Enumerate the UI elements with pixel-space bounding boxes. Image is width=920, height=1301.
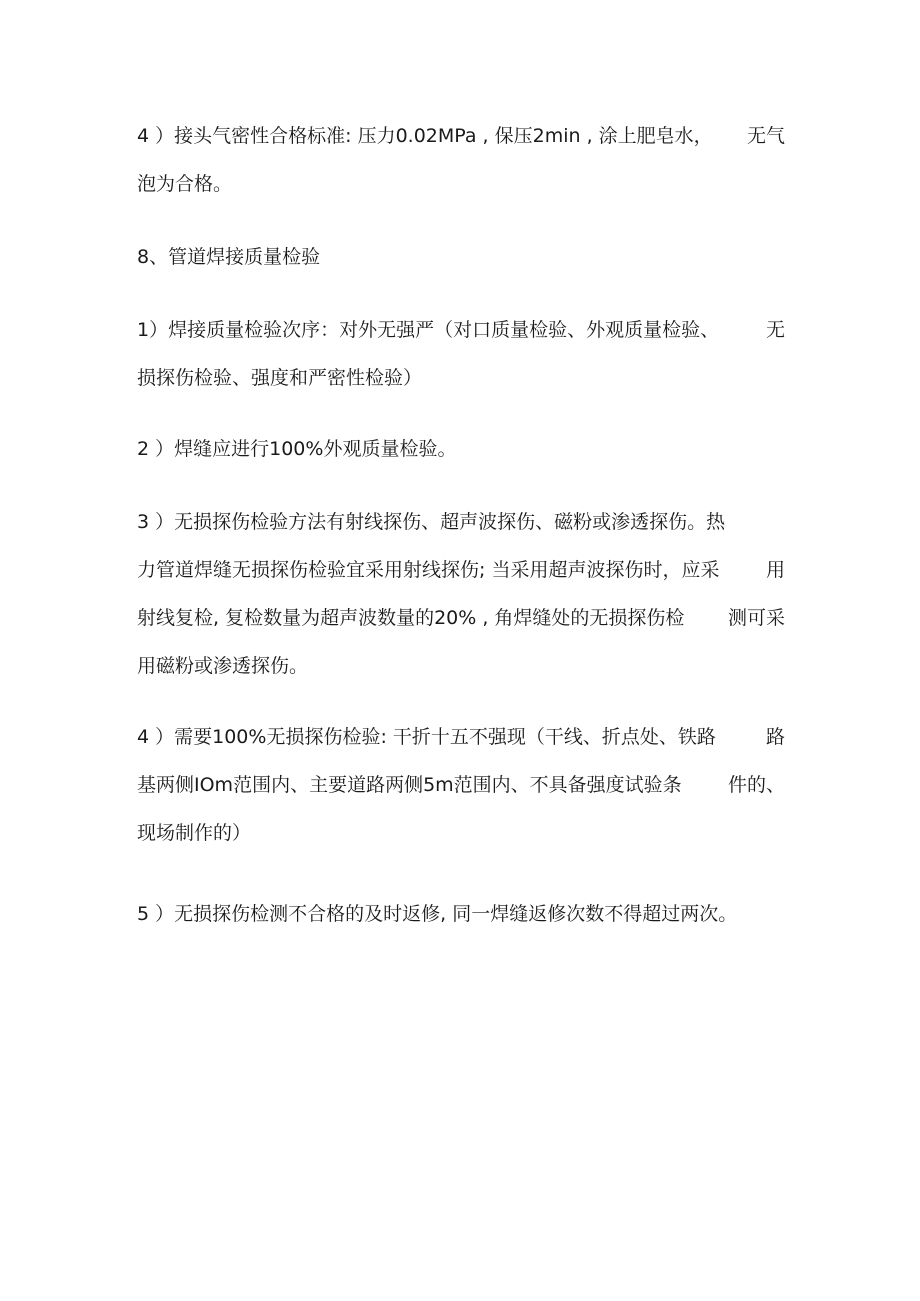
- text-segment: 力管道焊缝无损探伤检验宜采用射线探伤; 当采用超声波探伤时，应采: [137, 559, 720, 581]
- text-line: 2 ）焊缝应进行100%外观质量检验。: [137, 438, 457, 460]
- text-segment: 1）焊接质量检验次序：对外无强严（对口质量检验、外观质量检验、: [137, 319, 720, 341]
- text-line: [137, 112, 785, 160]
- text-segment: 路: [765, 726, 785, 748]
- text-line: 现场制作的）: [137, 822, 252, 844]
- paragraph-joint-airtightness: [137, 112, 797, 208]
- text-line: 损探伤检验、强度和严密性检验）: [137, 367, 423, 389]
- text-segment: 无: [765, 319, 785, 341]
- paragraph-ndt-methods: [137, 498, 797, 690]
- text-segment: 无气: [746, 125, 785, 147]
- text-segment: 4 ）需要100%无损探伤检验: 干折十五不强现（干线、折点处、铁路: [137, 726, 716, 748]
- text-segment: 用: [765, 559, 785, 581]
- text-line: 3 ）无损探伤检验方法有射线探伤、超声波探伤、磁粉或渗透探伤。热: [137, 511, 726, 533]
- text-segment: 基两侧IOm范围内、主要道路两侧5m范围内、不具备强度试验条: [137, 774, 682, 796]
- text-segment: 4 ）接头气密性合格标准: 压力0.02MPa , 保压2min , 涂上肥皂水，: [137, 125, 713, 147]
- text-line: 用磁粉或渗透探伤。: [137, 655, 309, 677]
- text-segment: 测可采: [727, 607, 785, 629]
- text-segment: 件的、: [727, 774, 785, 796]
- text-line: [137, 306, 785, 354]
- text-line: 5 ）无损探伤检测不合格的及时返修, 同一焊缝返修次数不得超过两次。: [137, 903, 738, 925]
- text-line: [137, 594, 785, 642]
- paragraph-full-ndt-requirement: [137, 713, 797, 857]
- text-segment: 射线复检, 复检数量为超声波数量的20% , 角焊缝处的无损探伤检: [137, 607, 685, 629]
- paragraph-visual-inspection: [137, 425, 797, 473]
- text-line: [137, 546, 785, 594]
- paragraph-repair-rule: [137, 890, 797, 938]
- section-heading-weld-quality-inspection: [137, 233, 797, 281]
- heading-text: 8、管道焊接质量检验: [137, 246, 321, 268]
- text-line: [137, 761, 785, 809]
- paragraph-inspection-order: [137, 306, 797, 402]
- text-line: [137, 713, 785, 761]
- text-line: 泡为合格。: [137, 173, 233, 195]
